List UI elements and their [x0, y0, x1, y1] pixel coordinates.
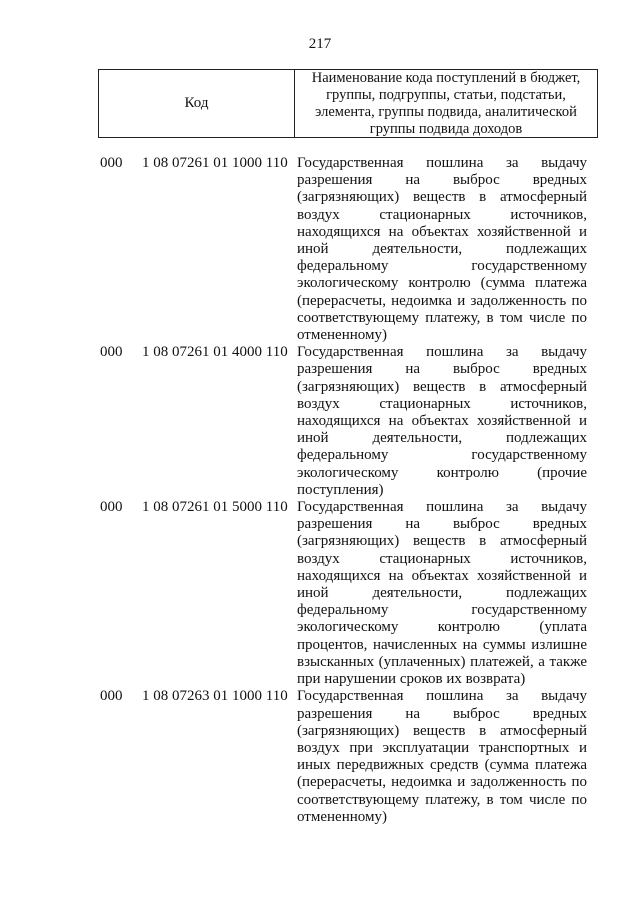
row-admin-code: 000: [100, 499, 123, 516]
table-row: [0, 499, 640, 688]
table-row: [0, 155, 640, 344]
table-row: [0, 688, 640, 826]
row-description: Государственная пошлина за выдачу разрешения на выброс вредных (загрязняющих) веществ в атмосферный воздух стационарных источников, находящихся на объектах хозяйственной и иной деятельности, подлежащих федеральному государственному экологическому контролю (сумма платежа (перерасчеты, недоимка и задолженность по соответствующему платежу, в том числе по отмененному): [297, 155, 587, 344]
row-budget-code: 1 08 07261 01 5000 110: [142, 499, 288, 516]
table-row: [0, 344, 640, 499]
row-admin-code: 000: [100, 344, 123, 361]
row-description: Государственная пошлина за выдачу разрешения на выброс вредных (загрязняющих) веществ в атмосферный воздух стационарных источников, находящихся на объектах хозяйственной и иной деятельности, подлежащих федеральному государственному экологическому контролю (прочие поступления): [297, 344, 587, 498]
row-budget-code: 1 08 07261 01 4000 110: [142, 344, 288, 361]
row-admin-code: 000: [100, 688, 123, 705]
row-admin-code: 000: [100, 155, 123, 171]
row-budget-code: 1 08 07263 01 1000 110: [142, 688, 288, 705]
page-number: 217: [308, 36, 332, 52]
table-body: [0, 155, 640, 826]
header-code-label: Код: [99, 70, 295, 137]
table-header: [98, 69, 598, 138]
row-description: Государственная пошлина за выдачу разрешения на выброс вредных (загрязняющих) веществ в атмосферный воздух стационарных источников, находящихся на объектах хозяйственной и иной деятельности, подлежащих федеральному государственному экологическому контролю (уплата процентов, начисленных на суммы излишне взысканных (уплаченных) платежей, а также при нарушении сроков их возврата): [297, 499, 587, 688]
header-name-label: Наименование кода поступлений в бюджет, группы, подгруппы, статьи, подстатьи, элемента, группы подвида, аналитической группы подвида доходов: [311, 69, 581, 137]
row-description: Государственная пошлина за выдачу разрешения на выброс вредных (загрязняющих) веществ в атмосферный воздух при эксплуатации транспортных и иных передвижных средств (сумма платежа (перерасчеты, недоимка и задолженность по соответствующему платежу, в том числе по отмененному): [297, 688, 587, 825]
row-budget-code: 1 08 07261 01 1000 110: [142, 155, 288, 171]
